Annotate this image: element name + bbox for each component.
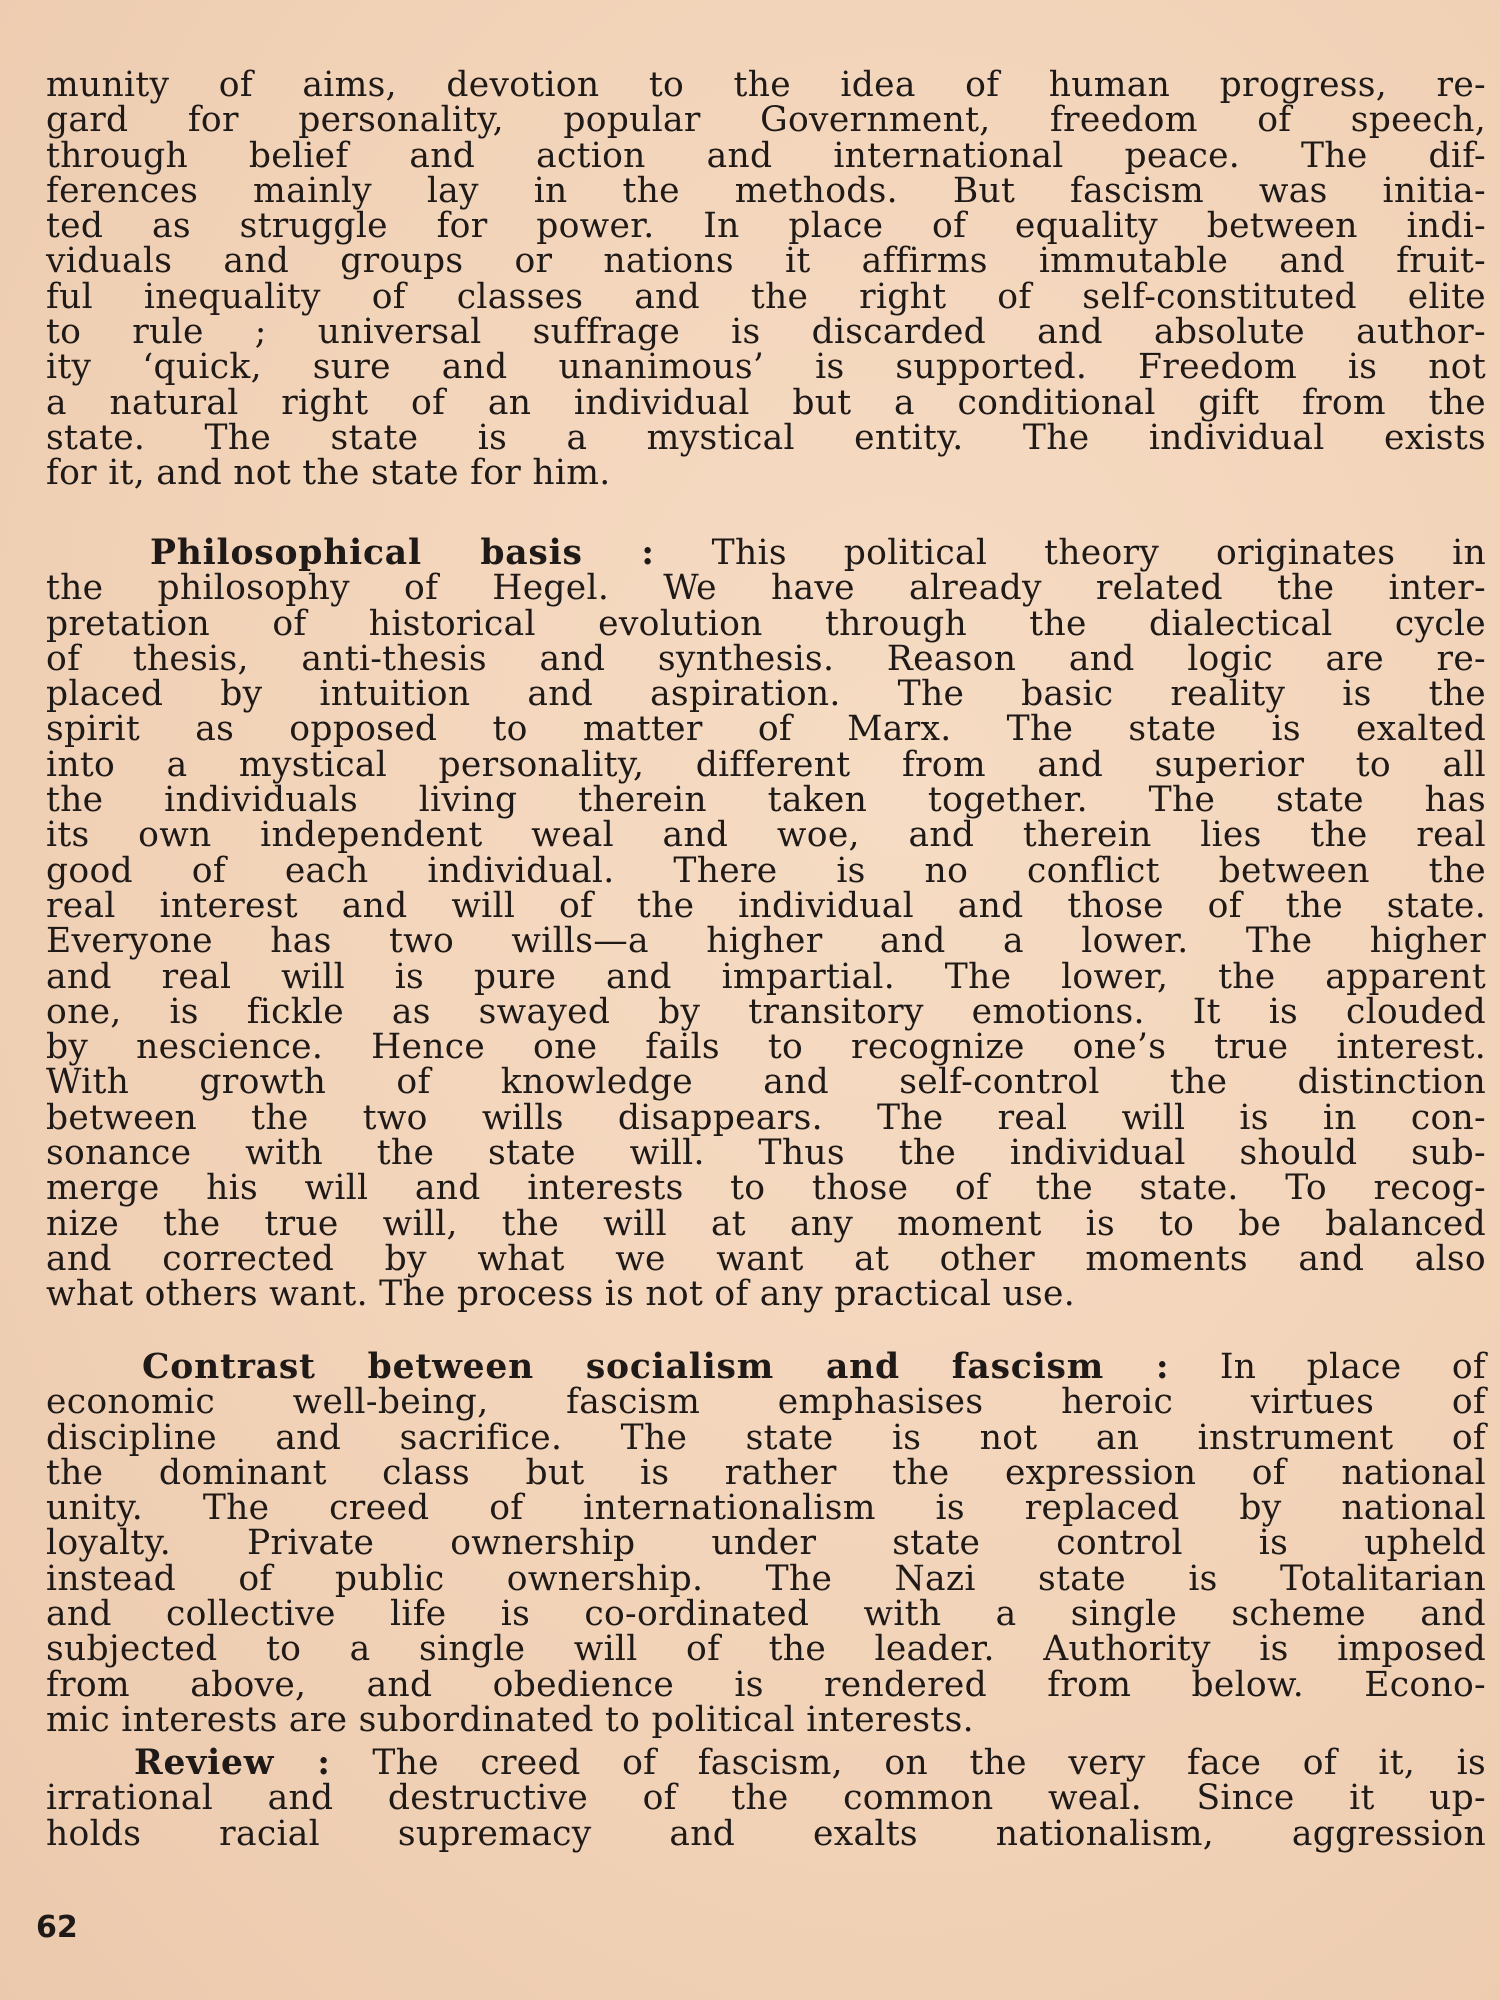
text-line: pretation of historical evolution through the dialectical cycle	[46, 603, 1486, 644]
text-line: ity ‘quick, sure and unanimous’ is supported. Freedom is not	[46, 347, 1486, 388]
text-line: loyalty. Private ownership under state control is upheld	[46, 1523, 1486, 1564]
paragraph-review	[46, 1743, 1486, 1854]
paragraph-philosophical-basis	[46, 533, 1486, 1315]
text-line: munity of aims, devotion to the idea of human progress, re-	[46, 65, 1486, 105]
text-line: gard for personality, popular Government, freedom of speech,	[46, 100, 1486, 141]
text-line: holds racial supremacy and exalts nationalism, aggression	[46, 1813, 1486, 1854]
text-line: one, is fickle as swayed by transitory emotions. It is clouded	[46, 991, 1486, 1032]
text-line: spirit as opposed to matter of Marx. The state is exalted	[46, 709, 1486, 750]
text-line: viduals and groups or nations it affirms immutable and fruit-	[46, 241, 1486, 282]
text-line: Everyone has two wills—a higher and a lower. The higher	[46, 921, 1486, 962]
text-line: through belief and action and international peace. The dif-	[46, 135, 1486, 176]
page-number: 62	[36, 1910, 78, 1945]
text-line: into a mystical personality, different from and superior to all	[46, 744, 1486, 785]
paragraph-intro	[46, 65, 1486, 494]
text-line: good of each individual. There is no conflict between the	[46, 850, 1486, 891]
text-line: nize the true will, the will at any moment is to be balanced	[46, 1203, 1486, 1244]
heading-line-text: The creed of fascism, on the very face of it, is	[372, 1743, 1486, 1783]
text-line: and collective life is co-ordinated with a single scheme and	[46, 1594, 1486, 1635]
text-line: mic interests are subordinated to political interests.	[46, 1699, 974, 1740]
heading-line-text: In place of	[1219, 1347, 1486, 1387]
text-line: by nescience. Hence one fails to recognize one’s true interest.	[46, 1027, 1486, 1068]
text-line: sonance with the state will. Thus the individual should sub-	[46, 1133, 1486, 1174]
text-line: ful inequality of classes and the right of self-constituted elite	[46, 276, 1486, 317]
text-line: ferences mainly lay in the methods. But fascism was initia-	[46, 170, 1486, 211]
text-line: what others want. The process is not of any practical use.	[46, 1274, 1076, 1315]
text-line: With growth of knowledge and self-control the distinction	[46, 1062, 1486, 1103]
paragraph-first-line	[46, 1743, 1486, 1783]
text-line: real interest and will of the individual and those of the state.	[46, 885, 1486, 926]
text-line: to rule ; universal suffrage is discarded and absolute author-	[46, 312, 1486, 353]
section-heading: Review :	[134, 1743, 331, 1783]
text-line: economic well-being, fascism emphasises heroic virtues of	[46, 1382, 1486, 1423]
text-line: of thesis, anti-thesis and synthesis. Reason and logic are re-	[46, 638, 1486, 679]
section-heading: Philosophical basis :	[150, 533, 655, 573]
text-line: instead of public ownership. The Nazi state is Totalitarian	[46, 1558, 1486, 1599]
text-line: placed by intuition and aspiration. The basic reality is the	[46, 674, 1486, 715]
text-line: state. The state is a mystical entity. The individual exists	[46, 417, 1486, 458]
paragraph-first-line	[46, 533, 1486, 573]
section-heading: Contrast between socialism and fascism :	[142, 1347, 1170, 1387]
text-line: and real will is pure and impartial. The lower, the apparent	[46, 956, 1486, 997]
text-line: ted as struggle for power. In place of equality between indi-	[46, 206, 1486, 247]
text-line: for it, and not the state for him.	[46, 453, 611, 494]
text-line: merge his will and interests to those of the state. To recog-	[46, 1168, 1486, 1209]
text-line: a natural right of an individual but a conditional gift from the	[46, 382, 1486, 423]
heading-line-text: This political theory originates in	[711, 533, 1486, 573]
text-line: the dominant class but is rather the expression of national	[46, 1452, 1486, 1493]
text-line: between the two wills disappears. The real will is in con-	[46, 1097, 1486, 1138]
text-line: subjected to a single will of the leader. Authority is imposed	[46, 1629, 1486, 1670]
text-line: the philosophy of Hegel. We have already related the inter-	[46, 568, 1486, 609]
text-line: unity. The creed of internationalism is replaced by national	[46, 1488, 1486, 1529]
text-line: irrational and destructive of the common weal. Since it up-	[46, 1778, 1486, 1819]
paragraph-contrast	[46, 1347, 1486, 1740]
text-line: from above, and obedience is rendered from below. Econo-	[46, 1664, 1486, 1705]
text-line: and corrected by what we want at other moments and also	[46, 1238, 1486, 1279]
text-line: discipline and sacrifice. The state is not an instrument of	[46, 1417, 1486, 1458]
text-line: the individuals living therein taken together. The state has	[46, 780, 1486, 821]
paragraph-first-line	[46, 1347, 1486, 1387]
text-line: its own independent weal and woe, and therein lies the real	[46, 815, 1486, 856]
